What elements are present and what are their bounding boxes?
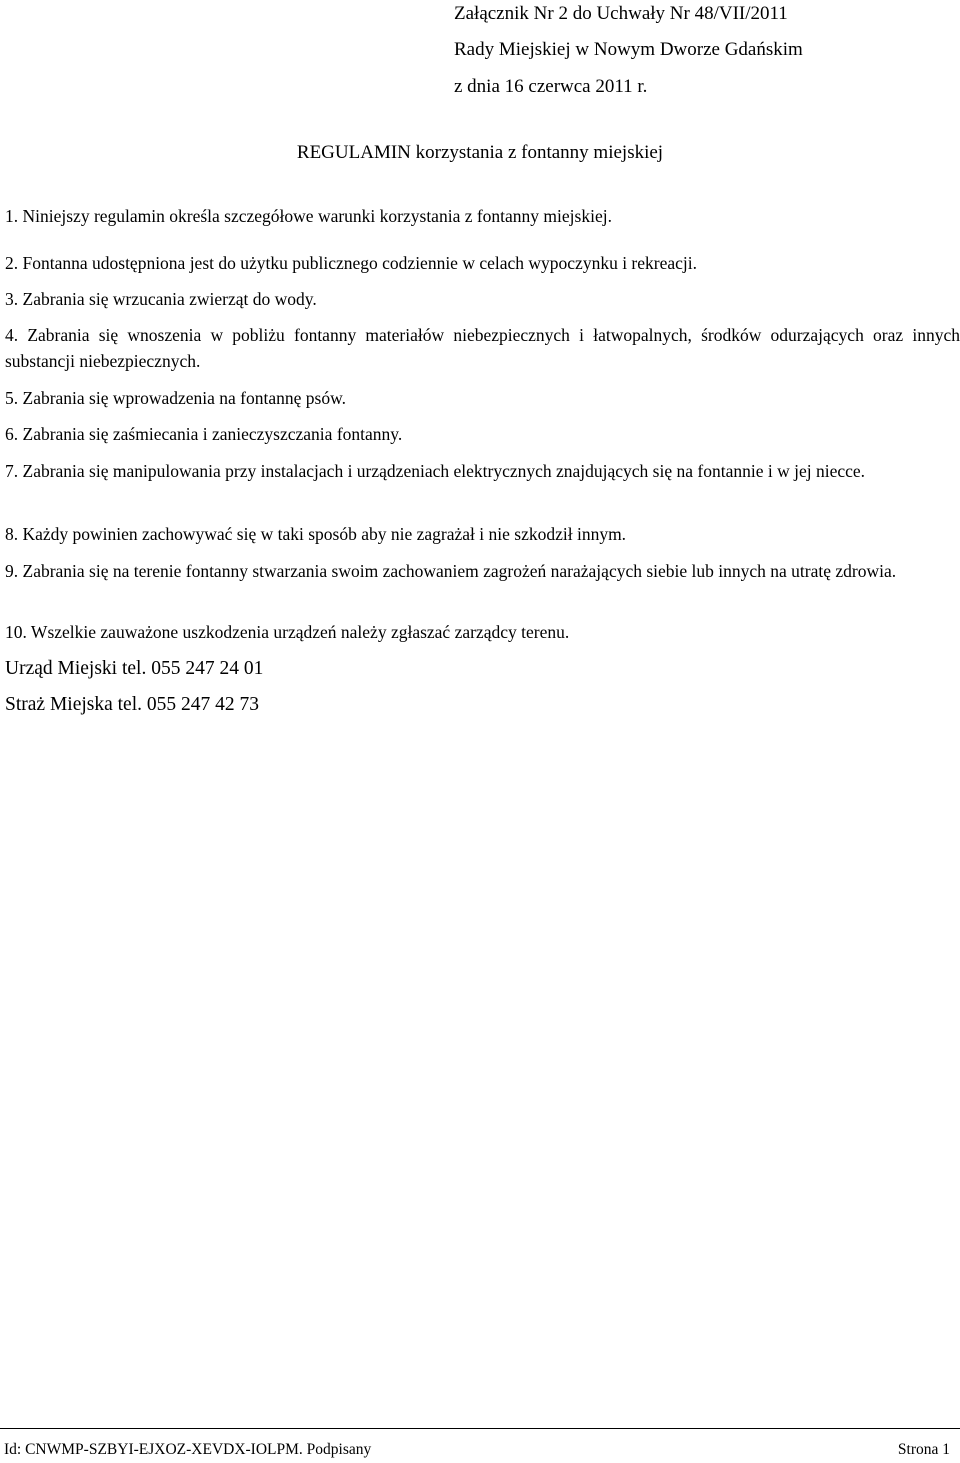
page-title	[0, 141, 960, 165]
header-line-1: Załącznik Nr 2 do Uchwały Nr 48/VII/2011	[454, 3, 788, 24]
rule-item-7: 7. Zabrania się manipulowania przy instalacjach i urządzeniach elektrycznych znajdujących się na fontannie i w jej niecce.	[5, 461, 866, 481]
rule-item-6: 6. Zabrania się zaśmiecania i zanieczyszczania fontanny.	[5, 424, 403, 444]
footer-document-id: Id: CNWMP-SZBYI-EJXOZ-XEVDX-IOLPM. Podpisany	[4, 1441, 372, 1458]
rule-item-9: 9. Zabrania się na terenie fontanny stwarzania swoim zachowaniem zagrożeń narażających siebie lub innych na utratę zdrowia.	[5, 561, 897, 581]
rule-item-5: 5. Zabrania się wprowadzenia na fontannę psów.	[5, 388, 346, 408]
footer-divider	[0, 1428, 960, 1429]
rule-item-4: 4. Zabrania się wnoszenia w pobliżu fontanny materiałów niebezpiecznych i łatwopalnych, środków odurzających oraz innych substancji niebezpiecznych.	[5, 325, 960, 371]
footer-page-number: Strona 1	[897, 1441, 950, 1458]
rule-item-1: 1. Niniejszy regulamin określa szczegółowe warunki korzystania z fontanny miejskiej.	[5, 206, 612, 226]
rule-item-3: 3. Zabrania się wrzucania zwierząt do wody.	[5, 289, 317, 309]
contact-urzad-miejski: Urząd Miejski tel. 055 247 24 01	[5, 658, 264, 679]
rule-item-2: 2. Fontanna udostępniona jest do użytku publicznego codziennie w celach wypoczynku i rekreacji.	[5, 253, 698, 273]
header-line-2: Rady Miejskiej w Nowym Dworze Gdańskim	[454, 39, 803, 60]
rule-item-10: 10. Wszelkie zauważone uszkodzenia urządzeń należy zgłaszać zarządcy terenu.	[5, 622, 570, 642]
rule-item-8: 8. Każdy powinien zachowywać się w taki sposób aby nie zagrażał i nie szkodził innym.	[5, 524, 627, 544]
title-text: REGULAMIN korzystania z fontanny miejskiej	[296, 142, 664, 163]
contact-straz-miejska: Straż Miejska tel. 055 247 42 73	[5, 694, 260, 715]
header-line-3: z dnia 16 czerwca 2011 r.	[454, 76, 648, 97]
